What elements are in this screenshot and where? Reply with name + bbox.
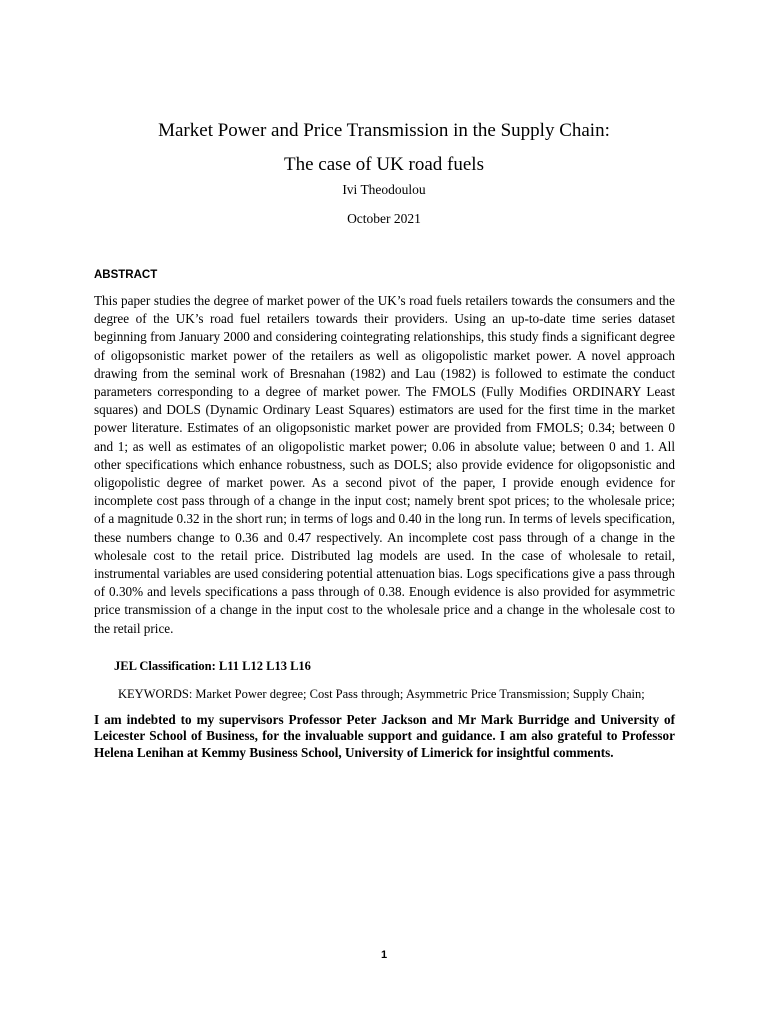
author-name: Ivi Theodoulou (342, 182, 426, 197)
abstract-heading: ABSTRACT (94, 269, 158, 281)
publication-date: October 2021 (347, 211, 421, 226)
acknowledgement: I am indebted to my supervisors Professor Peter Jackson and Mr Mark Burridge and University of Leicester School of Business, for the invaluable support and guidance. I am also grateful to Professor Helena Lenihan at Kemmy Business School, University of Limerick for insightful comments. (94, 712, 675, 760)
abstract-body: This paper studies the degree of market power of the UK’s road fuels retailers towards the consumers and the degree of the UK’s road fuel retailers towards their providers. Using an up-to-date time series dataset beginning from January 2000 and considering cointegrating relationships, this study finds a significant degree of oligopsonistic market power of the retailers as well as oligopolistic market power. A novel approach drawing from the seminal work of Bresnahan (1982) and Lau (1982) is followed to estimate the conduct parameters corresponding to a degree of market power. The FMOLS (Fully Modifies ORDINARY Least squares) and DOLS (Dynamic Ordinary Least Squares) estimators are used for the first time in the market power literature. Estimates of an oligopsonistic market power are provided from FMOLS; 0.34; between 0 and 1; as well as estimates of an oligopolistic market power; 0.06 in absolute value; between 0 and 1. All other specifications which enhance robustness, such as DOLS; also provide evidence for oligopsonistic and oligopolistic degree of market power. As a second pivot of the paper, I provide enough evidence for incomplete cost pass through of a change in the input cost; namely brent spot prices; to the wholesale price; of a magnitude 0.32 in the short run; in terms of logs and 0.40 in the long run. In terms of levels specification, these numbers change to 0.36 and 0.47 respectively. An incomplete cost pass through of a change in the wholesale cost to the retail price. Distributed lag models are used. In the case of wholesale to retail, instrumental variables are used considering potential attenuation bias. Logs specifications give a pass through of 0.30% and levels specifications a pass through of 0.38. Enough evidence is also provided for asymmetric price transmission of a change in the input cost to the wholesale price and a change in the wholesale cost to the retail price. (94, 293, 675, 636)
page-number: 1 (380, 949, 388, 961)
keywords: KEYWORDS: Market Power degree; Cost Pass through; Asymmetric Price Transmission; Supply Chain; (118, 687, 645, 701)
paper-title-line-2: The case of UK road fuels (284, 154, 484, 175)
jel-classification: JEL Classification: L11 L12 L13 L16 (114, 659, 311, 673)
paper-title-line-1: Market Power and Price Transmission in the Supply Chain: (158, 120, 610, 141)
